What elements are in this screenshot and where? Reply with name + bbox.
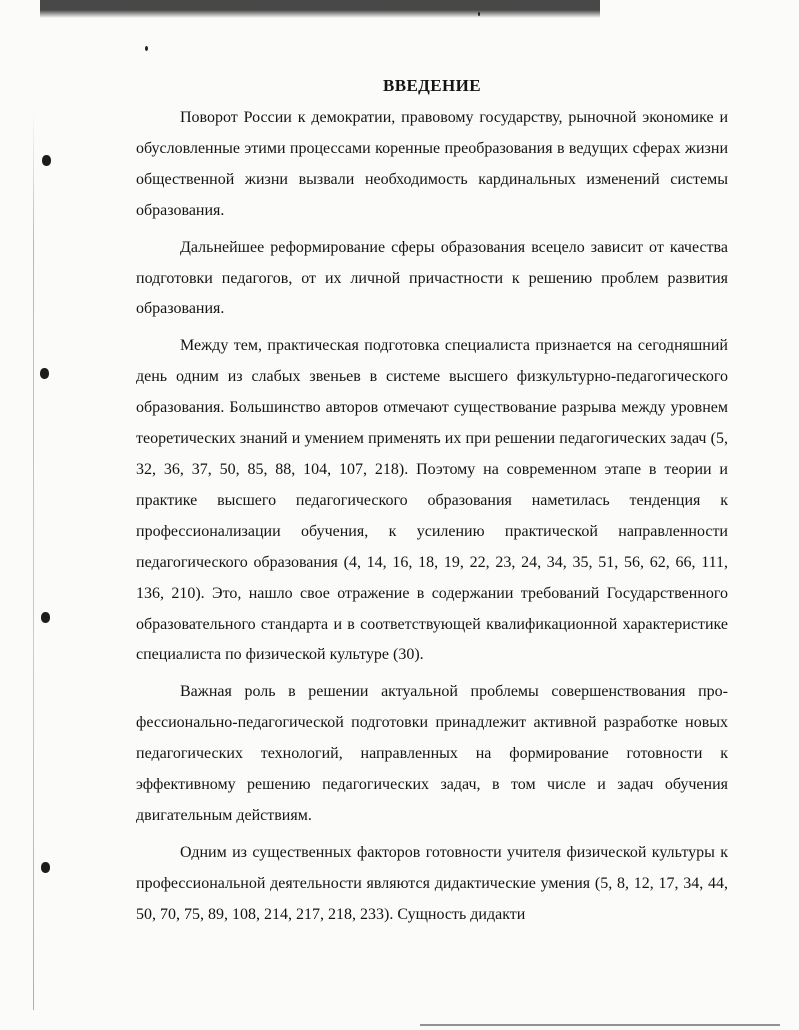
paragraph-1: Поворот России к демократии, правовому государству, рыночной экономике и обусловленные этими процессами коренные преобразования в ведущих сферах жизни общественной жизни вызвали необходимость кардинальных изменений системы образования.: [136, 109, 728, 219]
paragraph-5: Одним из существенных факторов готовности учителя физической культуры к профессиональной деятельности являются дидактические умения (5, 8, 12, 17, 34, 44, 50, 70, 75, 89, 108, 214, 217, 218, 233). Сущность дидакти: [136, 843, 728, 923]
binder-hole-mark: [40, 368, 49, 379]
binder-hole-mark: [41, 612, 50, 623]
document-body: [136, 72, 728, 937]
paragraph-3: Между тем, практическая подготовка специалиста признается на сегодняшний день одним из слабых звеньев в системе высшего физкультурно-педагогического образования. Большинство авторов отмечают существование разрыва между уровнем теоретических знаний и умением применять их при решении педагогических задач (5, 32, 36, 37, 50, 85, 88, 104, 107, 218). Поэтому на современном этапе в теории и практике высшего педагогического образования наметилась тенденция к профессионализации обучения, к усилению практической направленности педагогического образования (4, 14, 16, 18, 19, 22, 23, 24, 34, 35, 51, 56, 62, 66, 111, 136, 210). Это, нашло свое отражение в содержании требований Государственного образовательного стандарта и в соответствующей квалификационной характеристике специалиста по физической культуре (30).: [136, 337, 728, 664]
scan-left-edge: [33, 110, 34, 1010]
binder-hole-mark: [42, 155, 51, 166]
scan-top-shadow: [40, 0, 600, 18]
scan-speck: [145, 46, 148, 51]
scan-speck: [478, 12, 480, 16]
scan-bottom-edge: [420, 1024, 780, 1026]
page-title: ВВЕДЕНИЕ: [382, 76, 482, 95]
paragraph-2: Дальнейшее реформирование сферы образования всецело зависит от качества подготовки педагогов, от их личной причастности к решению проблем развития образования.: [136, 238, 728, 318]
paragraph-4: Важная роль в решении актуальной проблемы совершенствования профессионально-педагогической подготовки принадлежит активной разработке новых педагогических технологий, направленных на формирование готовности к эффективному решению педагогических задач, в том числе и задач обучения двигательным действиям.: [136, 683, 728, 824]
binder-hole-mark: [41, 862, 50, 873]
